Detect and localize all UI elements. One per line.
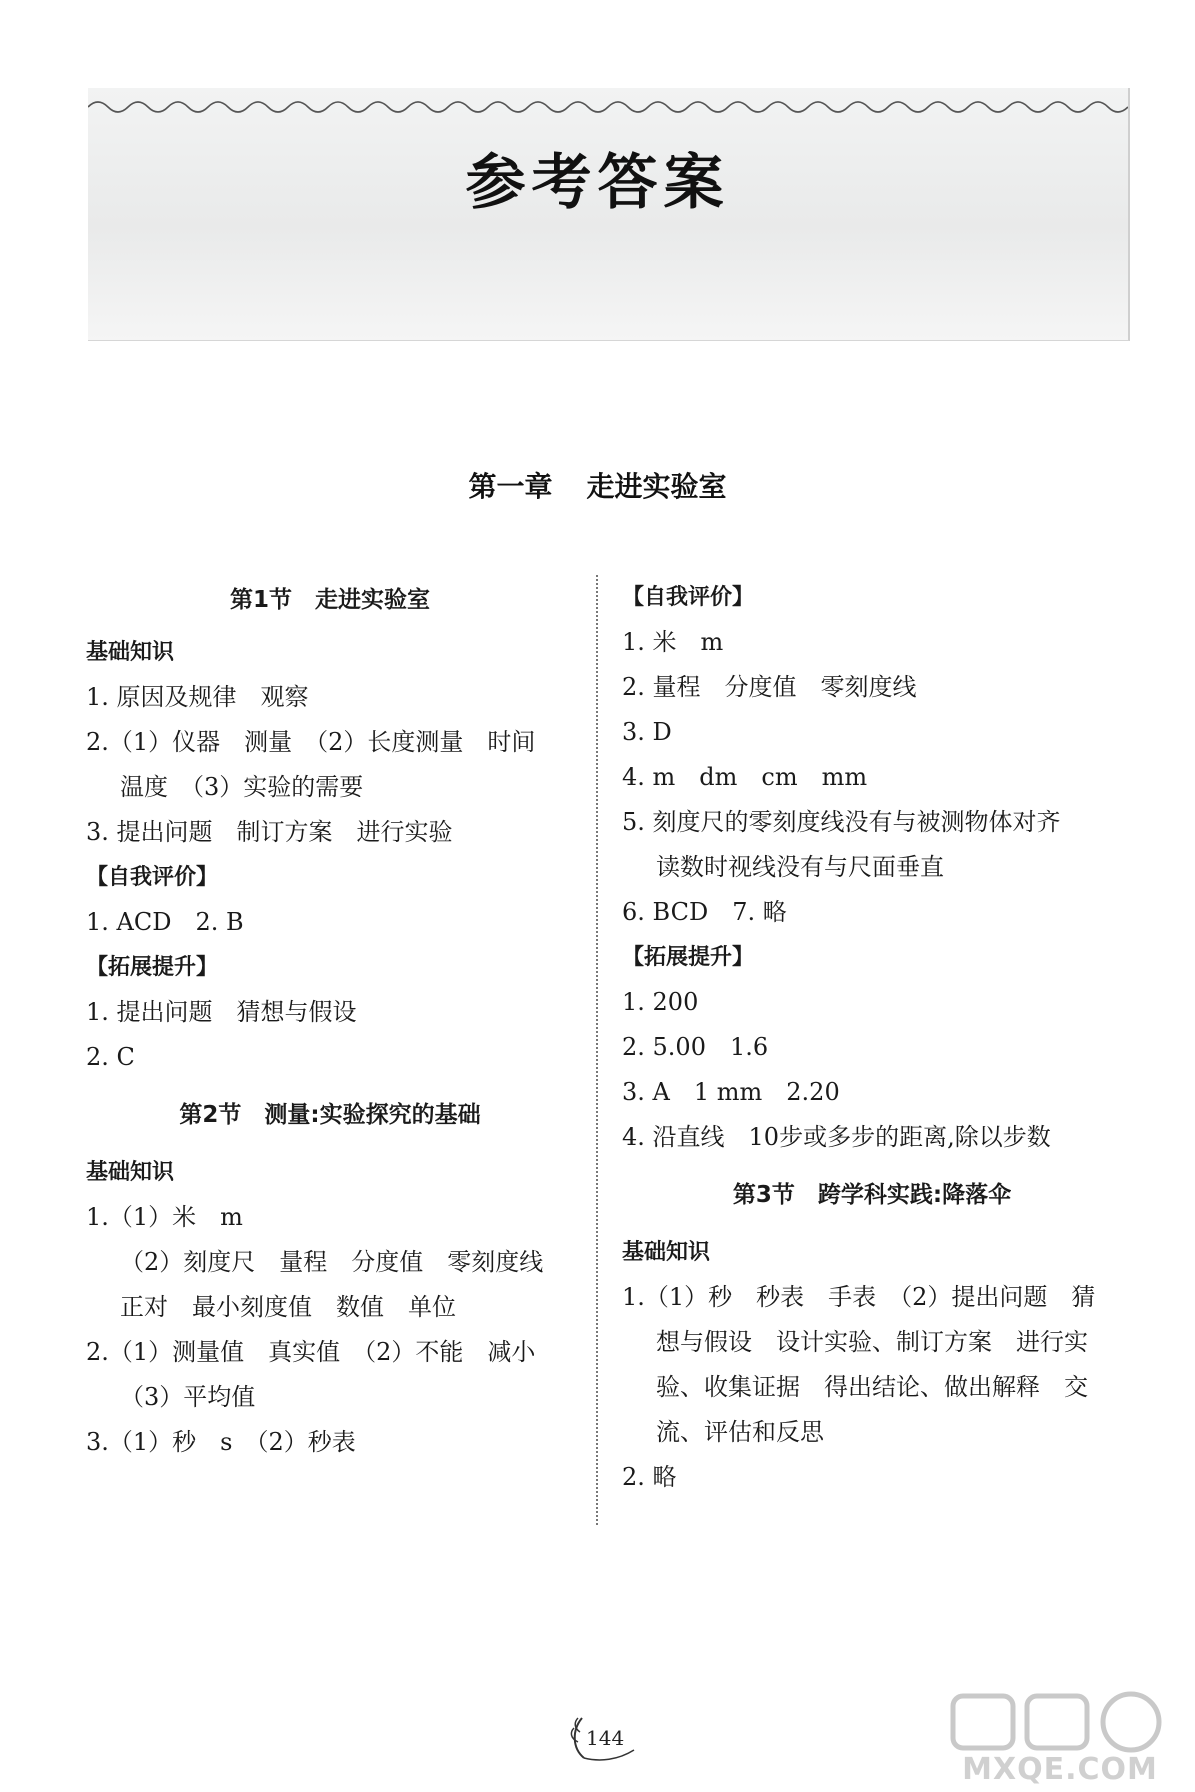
answer-line: 验、收集证据 得出结论、做出解释 交 (656, 1373, 1088, 1401)
answer-line: 1. 200 (622, 988, 699, 1016)
chapter-name: 走进实验室 (586, 470, 727, 503)
watermark-text: MXQE.COM (962, 1752, 1158, 1787)
self-evaluation-heading: 【自我评价】 (622, 585, 755, 610)
extension-heading: 【拓展提升】 (622, 945, 755, 970)
watermark (945, 1690, 1175, 1785)
answer-line: 2. 5.00 1.6 (622, 1033, 769, 1061)
section-2-title: 第2节 测量:实验探究的基础 (179, 1102, 481, 1128)
answer-line: 1. 提出问题 猜想与假设 (86, 998, 357, 1026)
basic-knowledge-heading: 基础知识 (622, 1240, 711, 1265)
answer-line: 4. 沿直线 10步或多步的距离,除以步数 (622, 1123, 1051, 1151)
answer-line: 2.（1）仪器 测量 （2）长度测量 时间 (86, 728, 536, 756)
basic-knowledge-heading: 基础知识 (86, 1160, 175, 1185)
answer-line: 2. C (86, 1043, 135, 1071)
answer-line: （2）刻度尺 量程 分度值 零刻度线 (120, 1248, 544, 1276)
left-column (86, 570, 574, 1465)
self-evaluation-heading: 【自我评价】 (86, 865, 219, 890)
right-column (622, 575, 1122, 1500)
page-number (566, 1712, 638, 1762)
answer-line: 温度 （3）实验的需要 (120, 773, 364, 801)
answer-line: 2. 略 (622, 1463, 677, 1491)
section-3-title: 第3节 跨学科实践:降落伞 (732, 1182, 1012, 1208)
chapter-number: 第一章 (468, 470, 553, 503)
basic-knowledge-heading: 基础知识 (86, 640, 175, 665)
answer-line: 1. ACD 2. B (86, 908, 244, 936)
answer-line: 1. 米 m (622, 628, 724, 656)
answer-line: 3. 提出问题 制订方案 进行实验 (86, 818, 453, 846)
answer-line: 读数时视线没有与尺面垂直 (656, 853, 944, 881)
watermark-logo-icon (945, 1690, 1175, 1754)
answer-line: 2. 量程 分度值 零刻度线 (622, 673, 917, 701)
answer-line: 1.（1）米 m (86, 1203, 243, 1231)
answer-line: 3.（1）秒 s （2）秒表 (86, 1428, 356, 1456)
answer-line: 2.（1）测量值 真实值 （2）不能 减小 (86, 1338, 536, 1366)
chapter-title (0, 465, 1195, 505)
answer-line: 1.（1）秒 秒表 手表 （2）提出问题 猜 (622, 1283, 1096, 1311)
answer-line: 4. m dm cm mm (622, 763, 868, 791)
answer-line: 正对 最小刻度值 数值 单位 (120, 1293, 456, 1321)
answer-line: 想与假设 设计实验、制订方案 进行实 (656, 1328, 1088, 1356)
answer-line: 流、评估和反思 (656, 1418, 824, 1446)
wave-border-decoration (88, 95, 1128, 119)
page-title: 参考答案 (465, 148, 730, 218)
answer-line: （3）平均值 (120, 1383, 256, 1411)
answer-line: 3. D (622, 718, 672, 746)
answer-line: 1. 原因及规律 观察 (86, 683, 309, 711)
column-divider (596, 575, 598, 1525)
answer-line: 6. BCD 7. 略 (622, 898, 787, 926)
page-number-text: 144 (586, 1726, 625, 1750)
answer-line: 3. A 1 mm 2.20 (622, 1078, 840, 1106)
extension-heading: 【拓展提升】 (86, 955, 219, 980)
section-1-title: 第1节 走进实验室 (229, 587, 430, 613)
answer-line: 5. 刻度尺的零刻度线没有与被测物体对齐 (622, 808, 1061, 836)
